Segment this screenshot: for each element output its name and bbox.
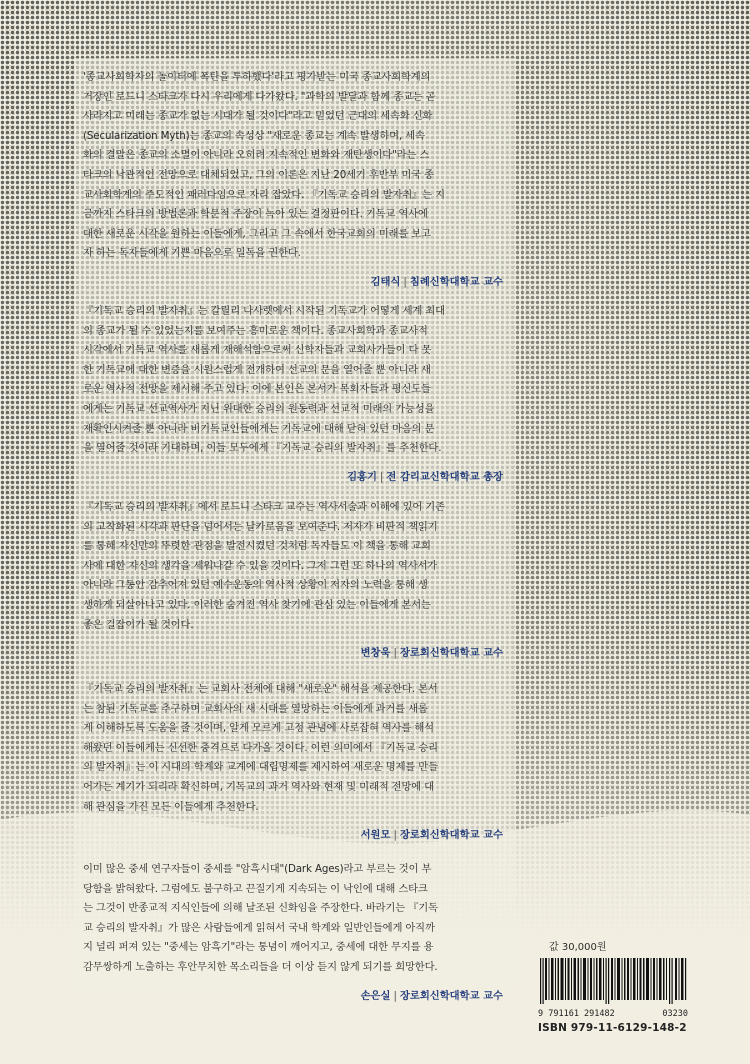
review-line: 재확인시켜줄 뿐 아니라 비기독교인들에게는 기독교에 대해 닫혀 있던 마음의 문: [83, 422, 435, 435]
reviewer-affiliation: 장로회신학대학교 교수: [399, 989, 503, 1002]
reviewer-signature: 김홍기 | 전 감리교신학대학교 총장: [347, 470, 503, 483]
reviewer-name: 김홍기: [347, 470, 377, 483]
review-line: 교 승리의 발자취』가 많은 사람들에게 읽혀서 국내 학계와 일반인들에게 아직까: [83, 921, 435, 934]
review-line: 이미 많은 중세 연구자들이 중세를 "암흑시대"(Dark Ages)라고 부르는 것이 부: [83, 863, 432, 875]
reviewer-signature: 김태식 | 침례신학대학교 교수: [370, 275, 503, 288]
isbn-barcode: [538, 958, 688, 1034]
review-1: [83, 68, 503, 293]
review-line: 좋은 길잡이가 될 것이다.: [83, 618, 194, 631]
review-line: 화의 결말은 종교의 소멸이 아니라 오히려 지속적인 변화와 재탄생이다"라는 스: [83, 149, 430, 162]
reviewer-name: 서원모: [360, 829, 391, 842]
barcode-digits-left: 9 791161 291482: [538, 1009, 615, 1019]
review-line: 해왔던 이들에게는 신선한 충격으로 다가올 것이다. 이런 의미에서 『기독교 승리: [83, 741, 438, 754]
review-line: 시각에서 기독교 역사를 새롭게 재해석함으로써 신학자들과 교회사가들이 다 못: [83, 344, 432, 357]
review-line: 게 이해하도록 도움을 줄 것이며, 알게 모르게 고정 관념에 사로잡혀 역사를 해석: [83, 722, 434, 735]
barcode-digits: [538, 1009, 688, 1019]
review-line: 금까지 스타크의 방법론과 학문적 주장이 녹아 있는 결정판이다. 기독교 역사에: [83, 208, 428, 221]
reviewer-affiliation: 전 감리교신학대학교 총장: [386, 470, 503, 483]
review-line: 로운 역사적 전망을 제시해 주고 있다. 이에 본인은 본서가 목회자들과 평신도들: [83, 383, 431, 396]
review-line: 거장인 로드니 스타크가 다시 우리에게 다가왔다. "과학의 발달과 함께 종교는 곧: [83, 90, 436, 103]
review-line: (Secularization Myth)는 종교의 속성상 "새로운 종교는 계속 발생하며, 세속: [83, 129, 425, 142]
review-line: 사라지고 미래는 종교가 없는 시대가 될 것이다"라고 믿었던 근대의 세속화 신화: [83, 110, 433, 123]
barcode-digits-right: 03230: [662, 1009, 688, 1019]
reviewer-affiliation: 장로회신학대학교 교수: [399, 829, 503, 842]
price-label: 값 30,000원: [549, 942, 607, 953]
review-line: 타크의 낙관적인 전망으로 대체되었고, 그의 이론은 지난 20세기 후반부 미국 종: [83, 168, 434, 181]
reviewer-name: 변창욱: [360, 647, 391, 660]
reviewer-signature: 변창욱 | 장로회신학대학교 교수: [360, 647, 503, 660]
barcode-bars: [538, 958, 688, 1004]
reviewer-name: 손은실: [360, 989, 391, 1002]
review-line: 사에 대한 자신의 생각을 세워나갈 수 있을 것이다. 그저 그런 또 하나의 역사서가: [83, 559, 438, 572]
review-5: [83, 860, 503, 1006]
review-line: 감무쌍하게 노출하는 후안무치한 목소리들을 더 이상 듣지 않게 되기를 희망한다.: [83, 960, 438, 973]
review-line: 『기독교 승리의 발자취』는 교회사 전체에 대해 "새로운" 해석을 제공한다. 본서: [83, 683, 438, 695]
review-3: [83, 498, 503, 664]
review-line: 는 참된 기독교를 추구하며 교회사의 새 시대를 열망하는 이들에게 과거를 새롭: [83, 702, 428, 715]
review-line: 해 관심을 가진 모든 이들에게 추천한다.: [83, 800, 259, 813]
review-line: 대한 새로운 시각을 원하는 이들에게, 그리고 그 속에서 한국교회의 미래를 보고: [83, 227, 431, 240]
review-line: 한 기독교에 대한 변증을 시원스럽게 전개하여 선교의 문을 열어줄 뿐 아니라 새: [83, 363, 431, 376]
review-line: 어가는 계기가 되리라 확신하며, 기독교의 과거 역사와 현재 및 미래적 전망에 대: [83, 780, 434, 793]
reviewer-name: 김태식: [370, 275, 401, 288]
review-line: 의 종교가 될 수 있었는지를 보여주는 흥미로운 책이다. 종교사회학과 종교사적: [83, 324, 428, 337]
reviewer-affiliation: 장로회신학대학교 교수: [399, 647, 503, 660]
review-line: 는 그것이 반종교적 지식인들에 의해 날조된 신화임을 주장한다. 바라기는 『기독: [83, 902, 438, 915]
review-line: 에게는 기독교 선교역사가 지닌 위대한 승리의 원동력과 선교적 미래의 가능성을: [83, 402, 435, 415]
review-line: 의 고착화된 시각과 판단을 넘어서는 날카로움을 보여준다. 저자가 비판적 책읽기: [83, 520, 438, 533]
review-line: 자 하는 독자들에게 기쁜 마음으로 일독을 권한다.: [83, 247, 301, 260]
review-line: 당함을 밝혀왔다. 그럼에도 불구하고 끈질기게 지속되는 이 낙인에 대해 스타크: [83, 882, 428, 895]
reviewer-signature: 손은실 | 장로회신학대학교 교수: [360, 989, 503, 1002]
review-line: 를 통해 자신만의 뚜렷한 관점을 발전시켰던 것처럼 독자들도 이 책을 통해 교회: [83, 540, 431, 553]
review-line: 을 열어줄 것이라 기대하며, 이들 모두에게 『기독교 승리의 발자취』를 추천한다.: [83, 442, 442, 455]
reviewer-signature: 서원모 | 장로회신학대학교 교수: [360, 829, 503, 842]
review-line: '종교사회학자의 놀이터에 폭탄을 투하했다'라고 평가받는 미국 종교사회학계의: [83, 71, 431, 83]
review-line: 교사회학계의 주도적인 패러다임으로 자리 잡았다. 『기독교 승리의 발자취』는 지: [83, 188, 445, 201]
review-line: 아니라 그동안 감추어져 있던 예수운동의 역사적 상황이 저자의 노력을 통해 생: [83, 579, 428, 592]
review-line: 『기독교 승리의 발자취』에서 로드니 스타크 교수는 역사서술과 이해에 있어 기존: [83, 501, 445, 513]
reviewer-affiliation: 침례신학대학교 교수: [409, 275, 503, 288]
review-line: 지 널리 퍼져 있는 "중세는 암흑기"라는 통념이 깨어지고, 중세에 대한 무지를 용: [83, 941, 434, 954]
review-4: [83, 680, 503, 846]
review-line: 의 발자취』는 이 시대의 학계와 교계에 대립명제를 제시하여 새로운 명제를 만들: [83, 761, 438, 774]
isbn-number: ISBN 979-11-6129-148-2: [538, 1022, 687, 1034]
review-2: [83, 302, 503, 487]
review-line: 『기독교 승리의 발자취』는 갈릴리 나사렛에서 시작된 기독교가 어떻게 세계 최대: [83, 305, 445, 317]
review-line: 생하게 되살아나고 있다. 이러한 숨겨진 역사 찾기에 관심 있는 이들에게 본서는: [83, 598, 431, 611]
